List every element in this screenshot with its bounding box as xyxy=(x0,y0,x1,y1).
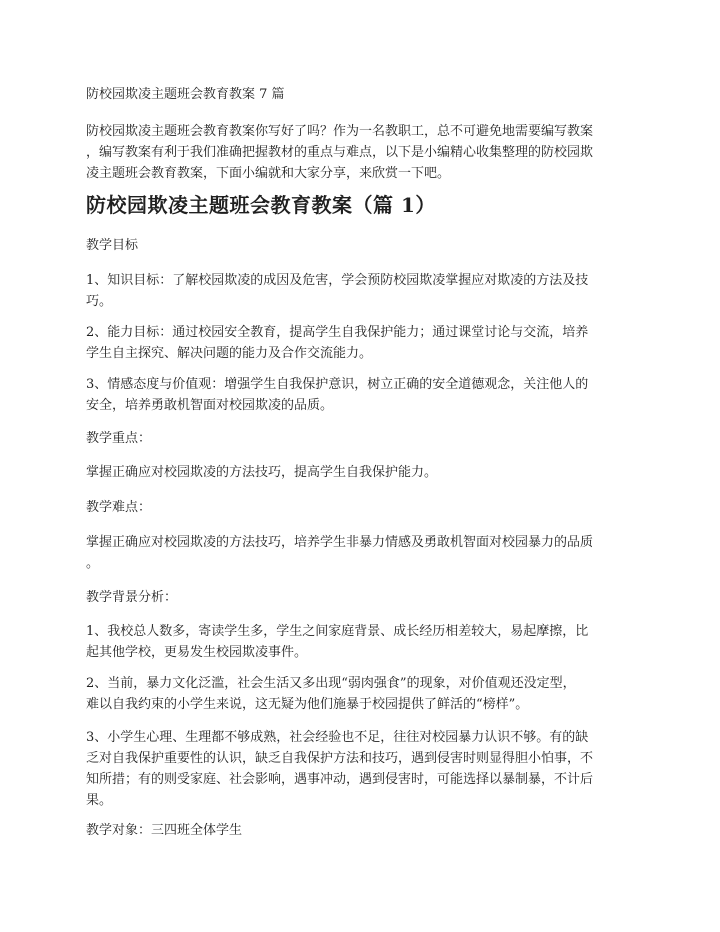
goal-ability xyxy=(86,322,648,364)
key-points-label xyxy=(86,428,648,449)
background-item-1 xyxy=(86,621,648,663)
background-item-2 xyxy=(86,673,648,715)
background-item-3 xyxy=(86,727,648,811)
paragraph-line: 2、能力目标：通过校园安全教育，提高学生自我保护能力；通过课堂讨论与交流，培养 xyxy=(86,325,589,340)
key-points-text xyxy=(86,462,648,483)
paragraph-line: 3、小学生心理、生理都不够成熟，社会经验也不足，往往对校园暴力认识不够。有的缺 xyxy=(86,730,589,745)
difficulties-label xyxy=(86,497,648,518)
section-heading: 防校园欺凌主题班会教育教案（篇 1） xyxy=(86,193,436,217)
paragraph-line: 1、知识目标：了解校园欺凌的成因及危害，学会预防校园欺凌掌握应对欺凌的方法及技 xyxy=(86,273,589,288)
paragraph-line: 1、我校总人数多，寄读学生多，学生之间家庭背景、成长经历相差较大，易起摩擦，比 xyxy=(86,624,589,639)
paragraph-line: 掌握正确应对校园欺凌的方法技巧，培养学生非暴力情感及勇敢机智面对校园暴力的品质 xyxy=(86,535,594,550)
paragraph-line: 巧。 xyxy=(86,294,113,309)
document-title: 防校园欺凌主题班会教育教案 7 篇 xyxy=(86,87,285,102)
paragraph-line: 3、情感态度与价值观：增强学生自我保护意识，树立正确的安全道德观念，关注他人的 xyxy=(86,377,589,392)
teaching-goals-label xyxy=(86,235,648,256)
paragraph-line: 果。 xyxy=(86,793,113,808)
paragraph-line: 学生自主探究、解决问题的能力及合作交流能力。 xyxy=(86,346,373,361)
teaching-audience xyxy=(86,820,648,841)
goal-knowledge xyxy=(86,270,648,312)
paragraph-line: 知所措；有的则受家庭、社会影响，遇事冲动，遇到侵害时，可能选择以暴制暴，不计后 xyxy=(86,772,594,787)
paragraph-line: 起其他学校，更易发生校园欺凌事件。 xyxy=(86,645,308,660)
paragraph-line: 乏对自我保护重要性的认识，缺乏自我保护方法和技巧，遇到侵害时则显得胆小怕事，不 xyxy=(86,751,594,766)
paragraph-line: 凌主题班会教育教案，下面小编就和大家分享，来欣赏一下吧。 xyxy=(86,166,451,181)
paragraph-line: 2、当前，暴力文化泛滥，社会生活又多出现“弱肉强食”的现象，对价值观还没定型， xyxy=(86,676,576,691)
paragraph-line: ，编写教案有利于我们准确把握教材的重点与难点，以下是小编精心收集整理的防校园欺 xyxy=(86,145,594,160)
paragraph-line: 教学难点： xyxy=(86,500,152,515)
paragraph-line: 防校园欺凌主题班会教育教案你写好了吗？作为一名教职工，总不可避免地需要编写教案 xyxy=(86,124,594,139)
difficulties-text xyxy=(86,532,648,574)
paragraph-line: 教学目标 xyxy=(86,238,139,253)
goal-emotion xyxy=(86,374,648,416)
paragraph-line: 教学背景分析： xyxy=(86,590,178,605)
paragraph-line: 难以自我约束的小学生来说，这无疑为他们施暴于校园提供了鲜活的“榜样”。 xyxy=(86,697,529,712)
paragraph-line: 掌握正确应对校园欺凌的方法技巧，提高学生自我保护能力。 xyxy=(86,465,438,480)
intro-paragraph xyxy=(86,121,648,184)
background-label xyxy=(86,587,648,608)
paragraph-line: 安全，培养勇敢机智面对校园欺凌的品质。 xyxy=(86,398,334,413)
paragraph-line: 。 xyxy=(86,556,100,571)
paragraph-line: 教学重点： xyxy=(86,431,152,446)
paragraph-line: 教学对象：三四班全体学生 xyxy=(86,823,243,838)
